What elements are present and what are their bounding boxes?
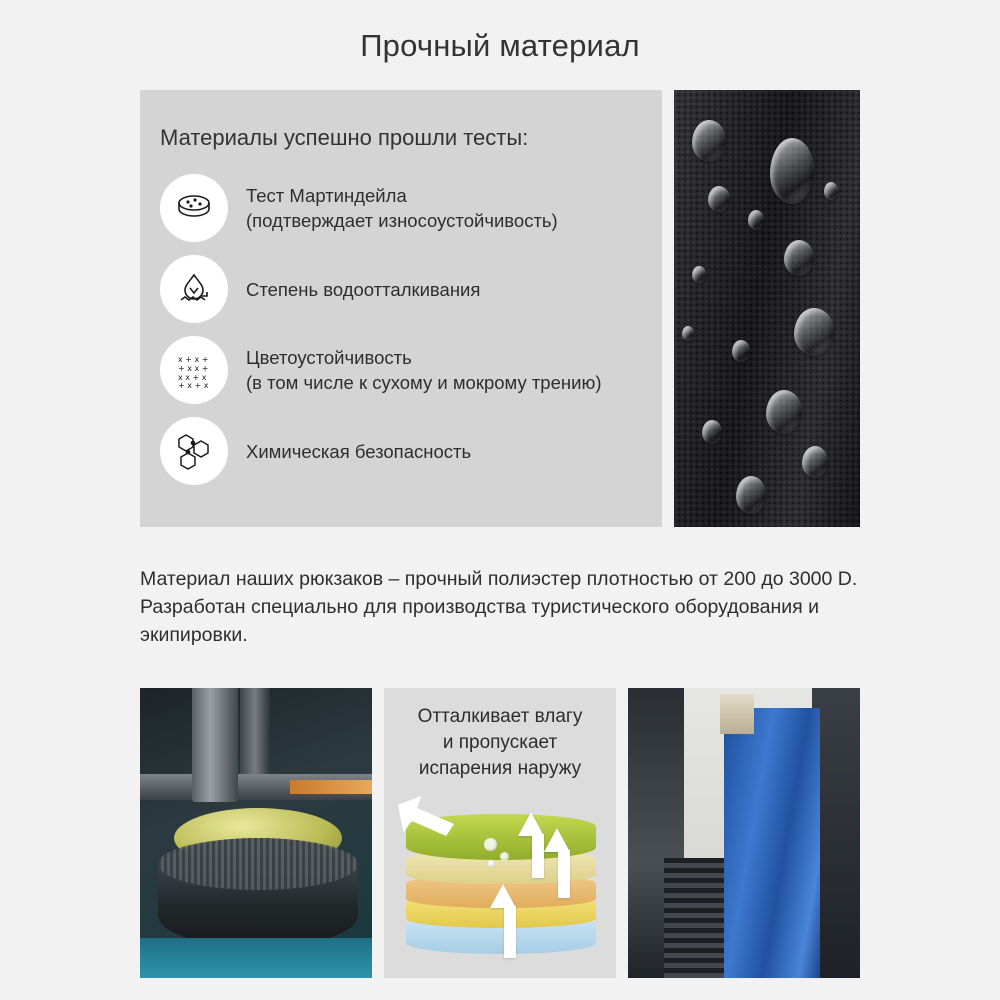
membrane-caption-line1: Отталкивает влагу: [417, 706, 583, 727]
martindale-abrasion-icon: [160, 174, 228, 242]
list-item-line1: Химическая безопасность: [246, 440, 472, 462]
machine-grate: [664, 858, 724, 978]
machine-head: [192, 688, 238, 802]
top-block: [140, 90, 860, 527]
membrane-layers-diagram: [384, 688, 616, 978]
water-drop: [732, 340, 750, 362]
blue-fabric-test-photo: [628, 688, 860, 978]
tests-panel: [140, 90, 662, 527]
machine-table: [140, 938, 372, 978]
machine-orange-strip: [290, 780, 372, 794]
list-item: [160, 255, 650, 323]
vapor-arrow-stem: [504, 906, 516, 958]
svg-text:x x + x: x x + x: [178, 373, 207, 382]
svg-text:+ x x +: + x x +: [178, 364, 209, 373]
vapor-arrow-up-icon: [518, 812, 544, 836]
water-bubble: [488, 860, 495, 867]
water-bubble: [484, 838, 497, 851]
list-item-text: [246, 277, 480, 302]
list-item-line2: (в том числе к сухому и мокрому трению): [246, 372, 602, 393]
list-item: [160, 417, 650, 485]
machine-head-secondary: [240, 688, 270, 774]
page-title: Прочный материал: [360, 28, 640, 63]
list-item-line1: Цветоустойчивость: [246, 347, 412, 368]
list-item-text: [246, 345, 601, 395]
water-bubble: [500, 852, 509, 861]
list-item: [160, 336, 650, 404]
water-drop: [708, 186, 730, 212]
chemical-safety-icon: [160, 417, 228, 485]
abrasion-test-machine-photo: [140, 688, 372, 978]
membrane-caption-line3: испарения наружу: [418, 758, 582, 779]
svg-text:+ x + x: + x + x: [178, 381, 209, 390]
water-repellency-icon: [160, 255, 228, 323]
membrane-caption-line2: и пропускает: [442, 732, 558, 753]
water-drop: [824, 182, 838, 200]
water-drop: [784, 240, 814, 276]
vapor-arrow-up-icon: [544, 828, 570, 852]
tests-list: [160, 174, 650, 498]
bottom-photo-row: [140, 688, 860, 978]
fabric-clamp: [720, 694, 754, 734]
blue-fabric-sample: [724, 708, 820, 978]
water-drop: [794, 308, 834, 356]
water-drop: [692, 120, 726, 162]
list-item-line1: Степень водоотталкивания: [246, 278, 481, 300]
water-drop: [682, 326, 694, 341]
water-drop: [802, 446, 828, 478]
vapor-arrow-up-icon: [490, 884, 516, 908]
water-drop: [770, 138, 814, 204]
tests-heading: Материалы успешно прошли тесты:: [160, 125, 529, 150]
water-drop: [702, 420, 722, 444]
list-item-line1: Тест Мартиндейла: [246, 185, 407, 206]
water-drop: [692, 266, 706, 283]
list-item-text: [246, 439, 471, 464]
body-paragraph: Материал наших рюкзаков – прочный полиэстер плотностью от 200 до 3000 D. Разработан специально для производства туристического оборудования и экипировки.: [140, 568, 858, 646]
water-droplets-on-black-fabric-photo: [674, 90, 860, 527]
list-item-line2: (подтверждает износоустойчивость): [246, 210, 558, 231]
list-item: [160, 174, 650, 242]
vapor-arrow-stem: [558, 850, 570, 898]
water-drop: [748, 210, 764, 230]
water-drop: [766, 390, 802, 434]
water-drop: [736, 476, 766, 514]
vapor-arrow-stem: [532, 834, 544, 878]
list-item-text: [246, 183, 558, 233]
svg-text:x + x +: x + x +: [178, 355, 209, 364]
machine-disc-ring: [158, 838, 358, 890]
color-fastness-icon: [160, 336, 228, 404]
membrane-caption: [384, 704, 616, 782]
